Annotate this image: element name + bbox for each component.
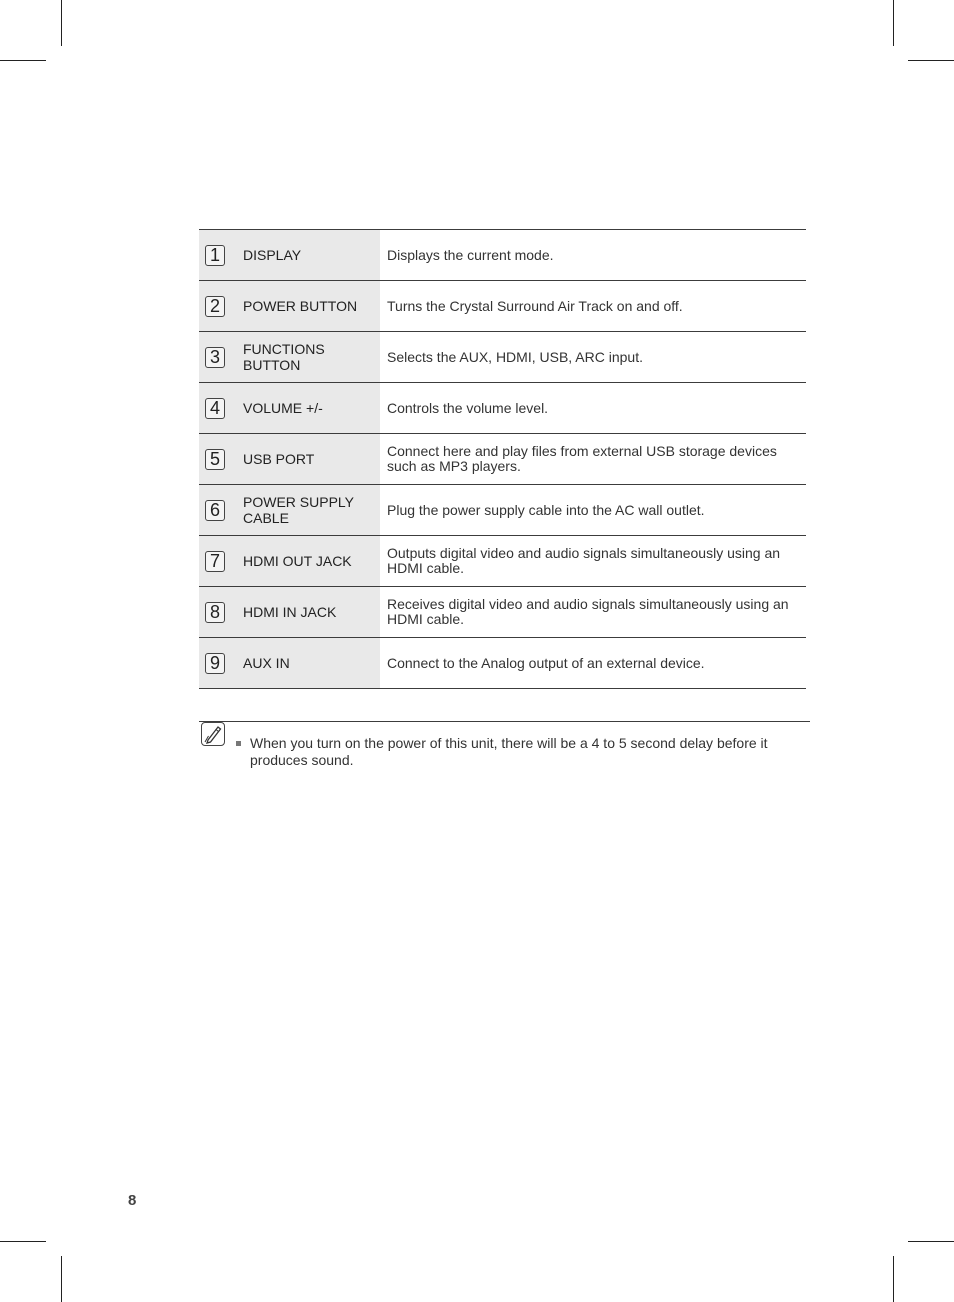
part-number-badge: 2	[205, 296, 225, 317]
note-pencil-icon	[201, 722, 225, 746]
part-description: Turns the Crystal Surround Air Track on and off.	[387, 297, 683, 314]
crop-mark	[0, 1241, 46, 1242]
crop-mark	[61, 0, 62, 46]
part-number-badge: 8	[205, 602, 225, 623]
part-label: HDMI OUT JACK	[243, 553, 352, 569]
page-number: 8	[128, 1192, 137, 1209]
part-name-cell	[199, 383, 380, 433]
part-name-cell	[199, 281, 380, 331]
note-pencil-icon-graphic	[202, 723, 224, 745]
table-row	[199, 638, 806, 689]
part-label: VOLUME +/-	[243, 400, 323, 416]
part-name-cell	[199, 332, 380, 382]
part-label: DISPLAY	[243, 247, 302, 263]
part-label: POWER SUPPLY CABLE	[243, 494, 354, 526]
part-name-cell	[199, 230, 380, 280]
part-description: Connect to the Analog output of an external device.	[387, 654, 705, 671]
part-description: Outputs digital video and audio signals simultaneously using an HDMI cable.	[387, 545, 781, 576]
table-row	[199, 536, 806, 587]
table-row	[199, 332, 806, 383]
part-description: Connect here and play files from external USB storage devices such as MP3 players.	[387, 443, 777, 474]
part-label: AUX IN	[243, 655, 290, 671]
crop-mark	[908, 1241, 954, 1242]
table-row	[199, 434, 806, 485]
part-name-cell	[199, 485, 380, 535]
table-row	[199, 383, 806, 434]
table-row	[199, 281, 806, 332]
part-name-cell	[199, 536, 380, 586]
part-number-badge: 4	[205, 398, 225, 419]
part-description: Displays the current mode.	[387, 246, 554, 263]
part-name-cell	[199, 638, 380, 688]
part-label: HDMI IN JACK	[243, 604, 337, 620]
crop-mark	[908, 60, 954, 61]
part-label: POWER BUTTON	[243, 298, 358, 314]
part-number-badge: 9	[205, 653, 225, 674]
part-label: FUNCTIONS BUTTON	[243, 341, 325, 373]
note-text: When you turn on the power of this unit, there will be a 4 to 5 second delay before it produces sound.	[250, 735, 768, 768]
parts-table	[199, 229, 806, 689]
note-bullet	[236, 741, 241, 746]
crop-mark	[893, 1256, 894, 1302]
part-number-badge: 7	[205, 551, 225, 572]
part-description: Controls the volume level.	[387, 399, 549, 416]
note-divider	[199, 721, 810, 722]
table-row	[199, 587, 806, 638]
part-name-cell	[199, 434, 380, 484]
part-number-badge: 1	[205, 245, 225, 266]
part-number-badge: 3	[205, 347, 225, 368]
crop-mark	[0, 60, 46, 61]
part-description: Plug the power supply cable into the AC wall outlet.	[387, 501, 705, 518]
part-description: Selects the AUX, HDMI, USB, ARC input.	[387, 348, 643, 365]
part-name-cell	[199, 587, 380, 637]
crop-mark	[893, 0, 894, 46]
part-description: Receives digital video and audio signals simultaneously using an HDMI cable.	[387, 596, 789, 627]
part-label: USB PORT	[243, 451, 315, 467]
part-number-badge: 5	[205, 449, 225, 470]
table-row	[199, 485, 806, 536]
crop-mark	[61, 1256, 62, 1302]
table-row	[199, 230, 806, 281]
part-number-badge: 6	[205, 500, 225, 521]
